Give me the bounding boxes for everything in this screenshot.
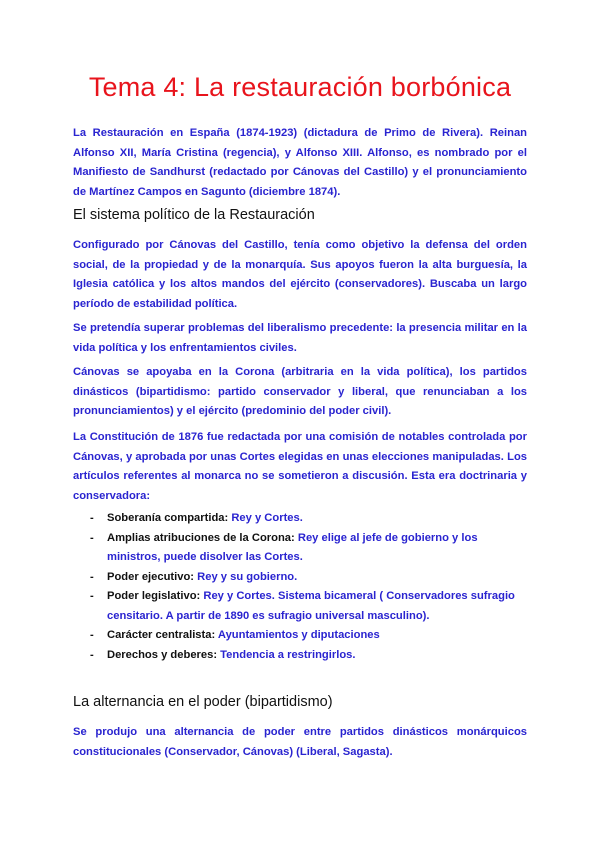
list-item — [73, 568, 527, 588]
paragraph-alternancia: Se produjo una alternancia de poder entre partidos dinásticos monárquicos constitucionales (Conservador, Cánovas) (Liberal, Sagasta). — [73, 726, 527, 758]
list-item-label: Poder ejecutivo: — [107, 570, 198, 583]
list-item-value: Rey y Cortes. — [231, 512, 303, 524]
list-item-value: Rey elige al jefe de gobierno y los ministros, puede disolver las Cortes. — [107, 531, 478, 563]
list-item-label: Amplias atribuciones de la Corona: — [107, 531, 298, 544]
bullet-dash: - — [90, 531, 94, 544]
list-item — [73, 529, 527, 568]
bullet-dash: - — [90, 512, 94, 524]
list-item — [73, 587, 527, 626]
list-item-value: Tendencia a restringirlos. — [220, 648, 356, 661]
bullet-dash: - — [90, 648, 94, 661]
list-item-label: Carácter centralista: — [107, 629, 218, 641]
section-heading-sistema-politico: El sistema político de la Restauración — [73, 207, 315, 223]
page-title: Tema 4: La restauración borbónica — [88, 72, 512, 102]
bullet-dash: - — [90, 590, 94, 602]
bullet-dash: - — [90, 570, 94, 583]
list-item — [73, 509, 527, 529]
list-item-value: Rey y su gobierno. — [197, 570, 298, 583]
constitution-features-list — [73, 509, 527, 665]
list-item-value: Rey y Cortes. Sistema bicameral ( Conservadores sufragio censitario. A partir de 1890 es sufragio universal masculino). — [107, 590, 515, 622]
list-item-label: Derechos y deberes: — [107, 648, 221, 661]
paragraph-constitucion-1876: La Constitución de 1876 fue redactada por una comisión de notables controlada por Cánovas, y aprobada por unas Cortes elegidas en unas elecciones manipuladas. Los artículos referentes al monarca no se sometieron a discusión. Esta era doctrinaria y conservadora: — [73, 431, 527, 502]
bullet-dash: - — [90, 629, 94, 641]
list-item — [73, 626, 527, 646]
list-item-label: Soberanía compartida: — [107, 512, 232, 524]
list-item-value: Ayuntamientos y diputaciones — [217, 629, 380, 641]
section-heading-alternancia: La alternancia en el poder (bipartidismo) — [73, 694, 333, 710]
paragraph-configurado: Configurado por Cánovas del Castillo, tenía como objetivo la defensa del orden social, de la propiedad y de la monarquía. Sus apoyos fueron la alta burguesía, la Iglesia católica y los altos mandos del ejército (conservadores). Buscaba un largo período de estabilidad política. — [73, 239, 527, 310]
intro-paragraph: La Restauración en España (1874-1923) (dictadura de Primo de Rivera). Reinan Alfonso XII, María Cristina (regencia), y Alfonso XIII. Alfonso, es nombrado por el Manifiesto de Sandhurst (redactado por Cánovas del Castillo) y el pronunciamiento de Martínez Campos en Sagunto (diciembre 1874). — [73, 127, 527, 198]
paragraph-canovas-apoyaba: Cánovas se apoyaba en la Corona (arbitraria en la vida política), los partidos dinásticos (bipartidismo: partido conservador y liberal, que renunciaban a los pronunciamientos) y el ejército (predominio del poder civil). — [73, 366, 527, 417]
paragraph-superar-problemas: Se pretendía superar problemas del liberalismo precedente: la presencia militar en la vida política y los enfrentamientos civiles. — [73, 322, 527, 354]
list-item — [73, 646, 527, 666]
list-item-label: Poder legislativo: — [107, 590, 204, 602]
